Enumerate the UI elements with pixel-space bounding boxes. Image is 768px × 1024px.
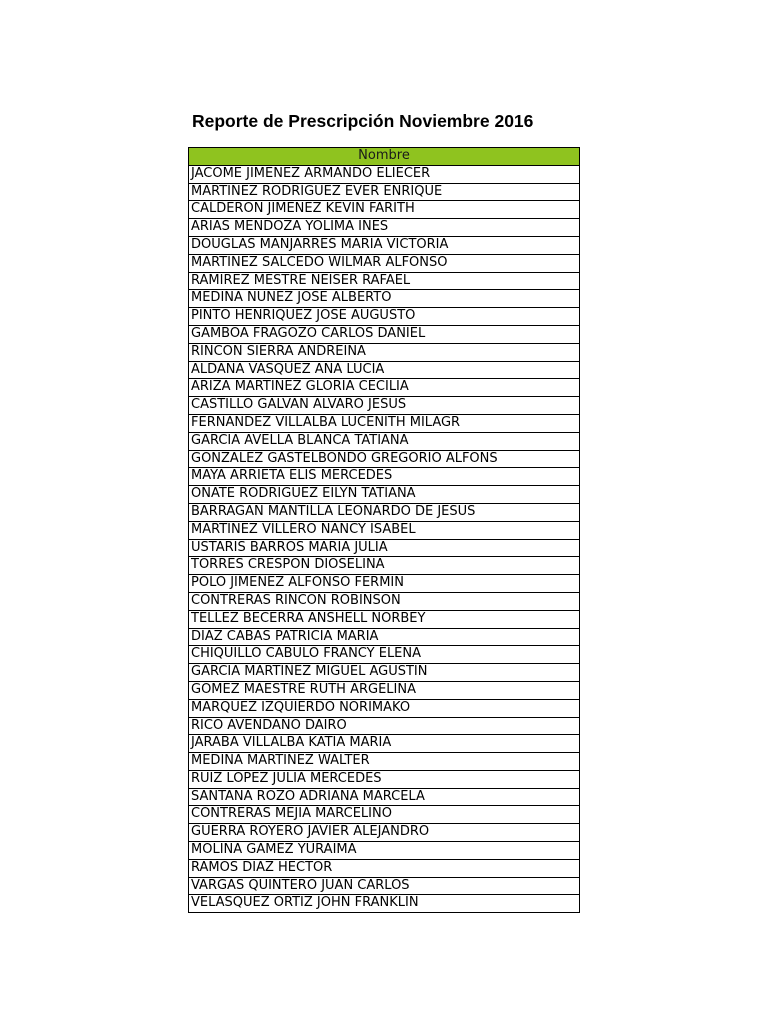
table-row [189,717,580,735]
table-row [189,628,580,646]
name-cell: MARQUEZ IZQUIERDO NORIMAKO [189,699,580,717]
name-cell: FERNANDEZ VILLALBA LUCENITH MILAGR [189,414,580,432]
name-cell: CONTRERAS RINCON ROBINSON [189,592,580,610]
name-cell: GARCIA MARTINEZ MIGUEL AGUSTIN [189,664,580,682]
table-row [189,432,580,450]
name-cell: JARABA VILLALBA KATIA MARIA [189,735,580,753]
name-cell: TORRES CRESPON DIOSELINA [189,557,580,575]
table-row [189,842,580,860]
table-row [189,735,580,753]
name-cell: ARIAS MENDOZA YOLIMA INES [189,219,580,237]
name-cell: ONATE RODRIGUEZ EILYN TATIANA [189,486,580,504]
table-row [189,290,580,308]
name-cell: BARRAGAN MANTILLA LEONARDO DE JESUS [189,503,580,521]
table-row [189,236,580,254]
name-cell: ARIZA MARTINEZ GLORIA CECILIA [189,379,580,397]
page-title: Reporte de Prescripción Noviembre 2016 [192,111,534,131]
table-row [189,539,580,557]
table-row [189,699,580,717]
table-row [189,361,580,379]
table-row [189,664,580,682]
table-row [189,610,580,628]
table-row [189,254,580,272]
table-row [189,646,580,664]
table-row [189,753,580,771]
table-row [189,557,580,575]
table-body [189,165,580,912]
table-row [189,770,580,788]
name-cell: VARGAS QUINTERO JUAN CARLOS [189,877,580,895]
name-cell: RUIZ LOPEZ JULIA MERCEDES [189,770,580,788]
name-cell: GARCIA AVELLA BLANCA TATIANA [189,432,580,450]
table-row [189,379,580,397]
name-cell: SANTANA ROZO ADRIANA MARCELA [189,788,580,806]
table-row [189,895,580,913]
table-row [189,503,580,521]
table-row [189,325,580,343]
name-cell: RAMIREZ MESTRE NEISER RAFAEL [189,272,580,290]
name-cell: MARTINEZ RODRIGUEZ EVER ENRIQUE [189,183,580,201]
name-cell: PINTO HENRIQUEZ JOSE AUGUSTO [189,308,580,326]
table-header-row [189,148,580,166]
name-cell: RAMOS DIAZ HECTOR [189,859,580,877]
table-row [189,414,580,432]
name-cell: CASTILLO GALVAN ALVARO JESUS [189,397,580,415]
table-row [189,486,580,504]
name-cell: POLO JIMENEZ ALFONSO FERMIN [189,575,580,593]
table-row [189,859,580,877]
name-cell: MEDINA NUNEZ JOSE ALBERTO [189,290,580,308]
name-cell: DIAZ CABAS PATRICIA MARIA [189,628,580,646]
column-header-nombre: Nombre [189,148,580,166]
name-cell: USTARIS BARROS MARIA JULIA [189,539,580,557]
name-cell: MAYA ARRIETA ELIS MERCEDES [189,468,580,486]
table-row [189,308,580,326]
name-cell: CALDERON JIMENEZ KEVIN FARITH [189,201,580,219]
table-row [189,592,580,610]
name-cell: GUERRA ROYERO JAVIER ALEJANDRO [189,824,580,842]
table-row [189,272,580,290]
name-cell: DOUGLAS MANJARRES MARIA VICTORIA [189,236,580,254]
name-cell: JACOME JIMENEZ ARMANDO ELIECER [189,165,580,183]
table-row [189,343,580,361]
table-row [189,877,580,895]
table-row [189,824,580,842]
table-row [189,183,580,201]
name-cell: VELASQUEZ ORTIZ JOHN FRANKLIN [189,895,580,913]
name-cell: MARTINEZ VILLERO NANCY ISABEL [189,521,580,539]
name-cell: TELLEZ BECERRA ANSHELL NORBEY [189,610,580,628]
table-row [189,165,580,183]
table-row [189,681,580,699]
name-cell: RINCON SIERRA ANDREINA [189,343,580,361]
table-row [189,521,580,539]
name-cell: RICO AVENDANO DAIRO [189,717,580,735]
name-cell: CHIQUILLO CABULO FRANCY ELENA [189,646,580,664]
name-cell: MARTINEZ SALCEDO WILMAR ALFONSO [189,254,580,272]
name-cell: CONTRERAS MEJIA MARCELINO [189,806,580,824]
table-row [189,468,580,486]
table-row [189,788,580,806]
table-row [189,450,580,468]
name-cell: MOLINA GAMEZ YURAIMA [189,842,580,860]
name-cell: MEDINA MARTINEZ WALTER [189,753,580,771]
name-cell: GOMEZ MAESTRE RUTH ARGELINA [189,681,580,699]
name-cell: GONZALEZ GASTELBONDO GREGORIO ALFONS [189,450,580,468]
table-row [189,219,580,237]
name-cell: ALDANA VASQUEZ ANA LUCIA [189,361,580,379]
table-row [189,575,580,593]
table-row [189,397,580,415]
table-row [189,201,580,219]
names-table [188,147,580,913]
name-cell: GAMBOA FRAGOZO CARLOS DANIEL [189,325,580,343]
table-row [189,806,580,824]
